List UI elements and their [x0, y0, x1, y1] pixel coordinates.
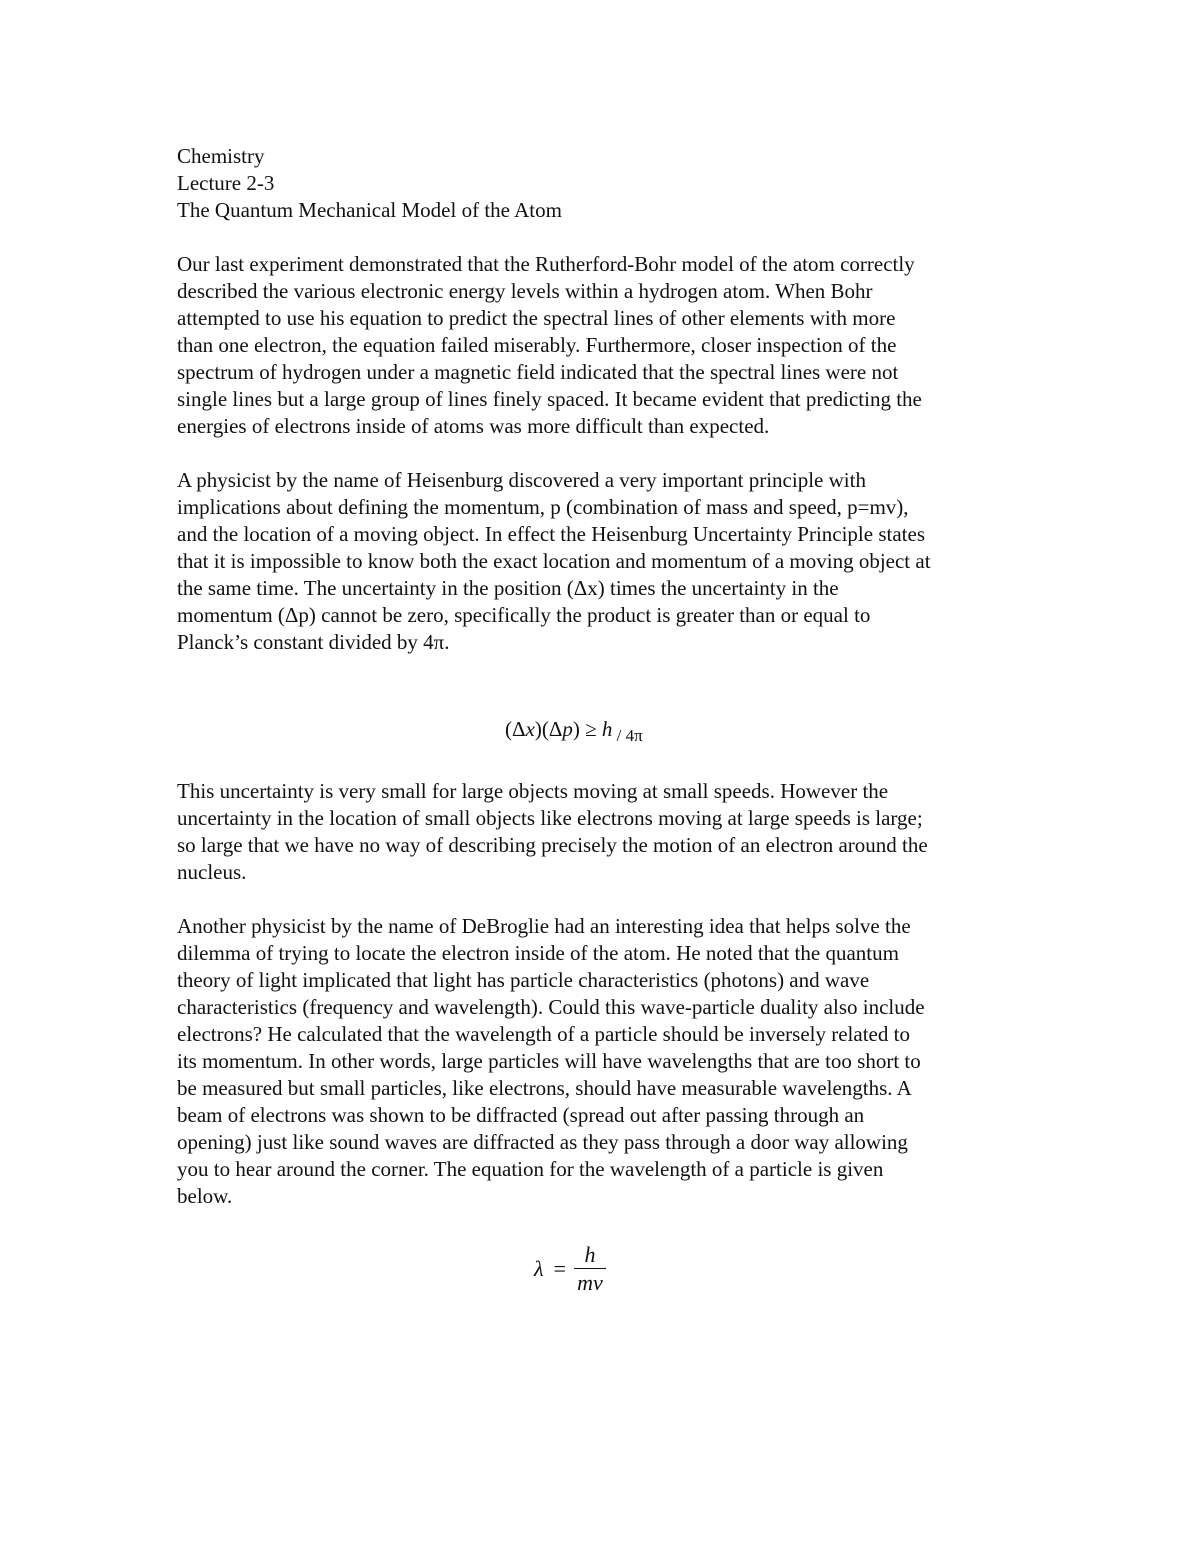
- lecture-title: The Quantum Mechanical Model of the Atom: [177, 198, 562, 222]
- document-page: [177, 143, 1037, 656]
- text-line: that it is impossible to know both the exact location and momentum of a moving object at: [177, 549, 931, 573]
- text-line: Planck’s constant divided by 4π.: [177, 630, 450, 654]
- text-line: its momentum. In other words, large particles will have wavelengths that are too short to: [177, 1049, 921, 1073]
- text-line: below.: [177, 1184, 233, 1208]
- text-line: energies of electrons inside of atoms was more difficult than expected.: [177, 414, 770, 438]
- eq-numerator: h: [601, 717, 613, 741]
- eq-relation: ≥: [579, 717, 602, 741]
- text-line: This uncertainty is very small for large objects moving at small speeds. However the: [177, 779, 889, 803]
- uncertainty-equation: [505, 716, 643, 744]
- paragraph-uncertainty-size: [177, 778, 1037, 886]
- eq-slash: /: [612, 726, 626, 745]
- lecture-number: Lecture 2-3: [177, 171, 275, 195]
- eq-numerator: h: [584, 1241, 596, 1267]
- eq-part: ): [572, 717, 580, 741]
- text-line: so large that we have no way of describing precisely the motion of an electron around the: [177, 833, 928, 857]
- text-line: spectrum of hydrogen under a magnetic field indicated that the spectral lines were not: [177, 360, 899, 384]
- debroglie-equation: [534, 1238, 606, 1300]
- text-line: nucleus.: [177, 860, 247, 884]
- text-line: single lines but a large group of lines finely spaced. It became evident that predicting the: [177, 387, 922, 411]
- text-line: you to hear around the corner. The equation for the wavelength of a particle is given: [177, 1157, 884, 1181]
- eq-denominator: 4π: [625, 726, 643, 745]
- eq-part: )(Δ: [534, 717, 563, 741]
- eq-part: (Δ: [505, 717, 526, 741]
- text-line: dilemma of trying to locate the electron inside of the atom. He noted that the quantum: [177, 941, 899, 965]
- text-line: Our last experiment demonstrated that the Rutherford-Bohr model of the atom correctly: [177, 252, 915, 276]
- paragraph-heisenberg: [177, 467, 1037, 656]
- text-line: Another physicist by the name of DeBroglie had an interesting idea that helps solve the: [177, 914, 911, 938]
- text-line: described the various electronic energy levels within a hydrogen atom. When Bohr: [177, 279, 873, 303]
- eq-lambda: λ: [534, 1256, 544, 1281]
- text-line: the same time. The uncertainty in the position (Δx) times the uncertainty in the: [177, 576, 839, 600]
- text-line: theory of light implicated that light has particle characteristics (photons) and wave: [177, 968, 870, 992]
- text-line: and the location of a moving object. In effect the Heisenburg Uncertainty Principle states: [177, 522, 925, 546]
- text-line: implications about defining the momentum, p (combination of mass and speed, p=mv),: [177, 495, 909, 519]
- eq-equals: =: [553, 1256, 566, 1281]
- text-line: be measured but small particles, like electrons, should have measurable wavelengths. A: [177, 1076, 912, 1100]
- eq-fraction: [574, 1242, 606, 1297]
- text-line: than one electron, the equation failed miserably. Furthermore, closer inspection of the: [177, 333, 897, 357]
- paragraph-debroglie: [177, 913, 1037, 1210]
- course-name: Chemistry: [177, 144, 265, 168]
- text-line: electrons? He calculated that the wavelength of a particle should be inversely related to: [177, 1022, 910, 1046]
- text-line: attempted to use his equation to predict the spectral lines of other elements with more: [177, 306, 896, 330]
- eq-denominator: mv: [577, 1269, 603, 1295]
- eq-variable-p: p: [562, 717, 573, 741]
- text-line: characteristics (frequency and wavelength). Could this wave-particle duality also include: [177, 995, 925, 1019]
- text-line: momentum (Δp) cannot be zero, specifically the product is greater than or equal to: [177, 603, 871, 627]
- text-line: A physicist by the name of Heisenburg discovered a very important principle with: [177, 468, 866, 492]
- paragraph-bohr-model: [177, 251, 1037, 440]
- text-line: uncertainty in the location of small objects like electrons moving at large speeds is large;: [177, 806, 923, 830]
- text-line: opening) just like sound waves are diffracted as they pass through a door way allowing: [177, 1130, 908, 1154]
- text-line: beam of electrons was shown to be diffracted (spread out after passing through an: [177, 1103, 865, 1127]
- eq-variable-x: x: [525, 717, 535, 741]
